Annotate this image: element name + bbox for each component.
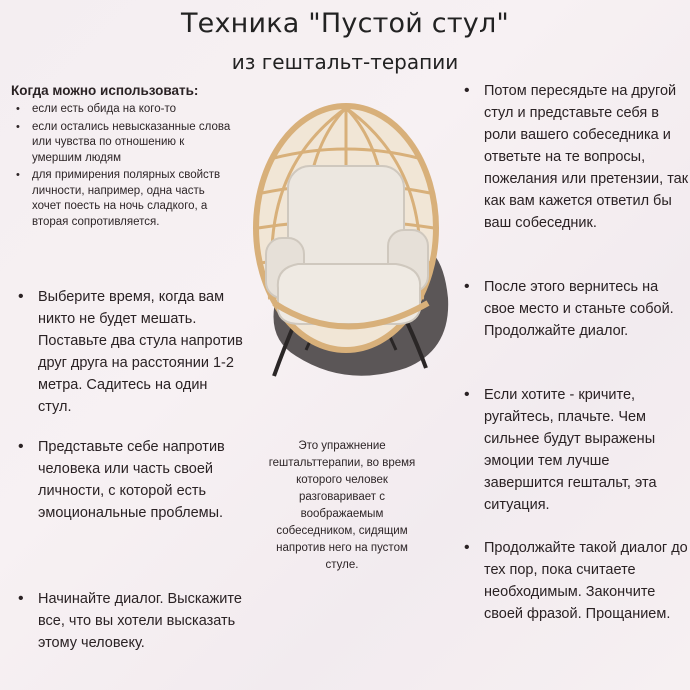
when-item: • для примирения полярных свойств личности, например, одна часть хочет поесть на ночь сладкого, а вторая сопротивляется. [16,168,236,230]
right-steps-list [462,276,690,342]
step-item: • Продолжайте такой диалог до тех пор, пока считаете необходимым. Закончите своей фразой. Прощанием. [462,537,690,625]
when-heading: Когда можно использовать: [11,83,199,98]
step-item: • Представьте себе напротив человека или часть своей личности, с которой есть эмоциональные проблемы. [16,436,244,524]
when-list [16,102,236,232]
right-steps-list [462,537,690,625]
page-subtitle: из гештальт-терапии [231,50,459,74]
when-item: • если есть обида на кого-то [16,102,236,118]
left-steps-list [16,286,244,418]
left-steps-list [16,436,244,524]
step-item: • Начинайте диалог. Выскажите все, что вы хотели высказать этому человеку. [16,588,244,654]
step-item: • Если хотите - кричите, ругайтесь, плачьте. Чем сильнее будут выражены эмоции тем лучше завершится гештальт, эта ситуация. [462,384,690,516]
egg-chair-icon [236,88,466,388]
page-title: Техника "Пустой стул" [180,8,510,39]
left-steps-list [16,588,244,654]
center-note: Это упражнение гештальттерапии, во время которого человек разговаривает с воображаемым собеседником, сидящим напротив него на пустом стуле. [268,440,416,571]
step-item: • Выберите время, когда вам никто не будет мешать. Поставьте два стула напротив друг друга на расстоянии 1-2 метра. Садитесь на один стул. [16,286,244,418]
right-steps-list [462,80,690,234]
right-steps-list [462,384,690,516]
step-item: • После этого вернитесь на свое место и станьте собой. Продолжайте диалог. [462,276,690,342]
step-item: • Потом пересядьте на другой стул и представьте себя в роли вашего собеседника и ответьте на те вопросы, пожелания или претензии, так как вам кажется ответил бы ваш собеседник. [462,80,690,234]
when-item: • если остались невысказанные слова или чувства по отношению к умершим людям [16,120,236,167]
